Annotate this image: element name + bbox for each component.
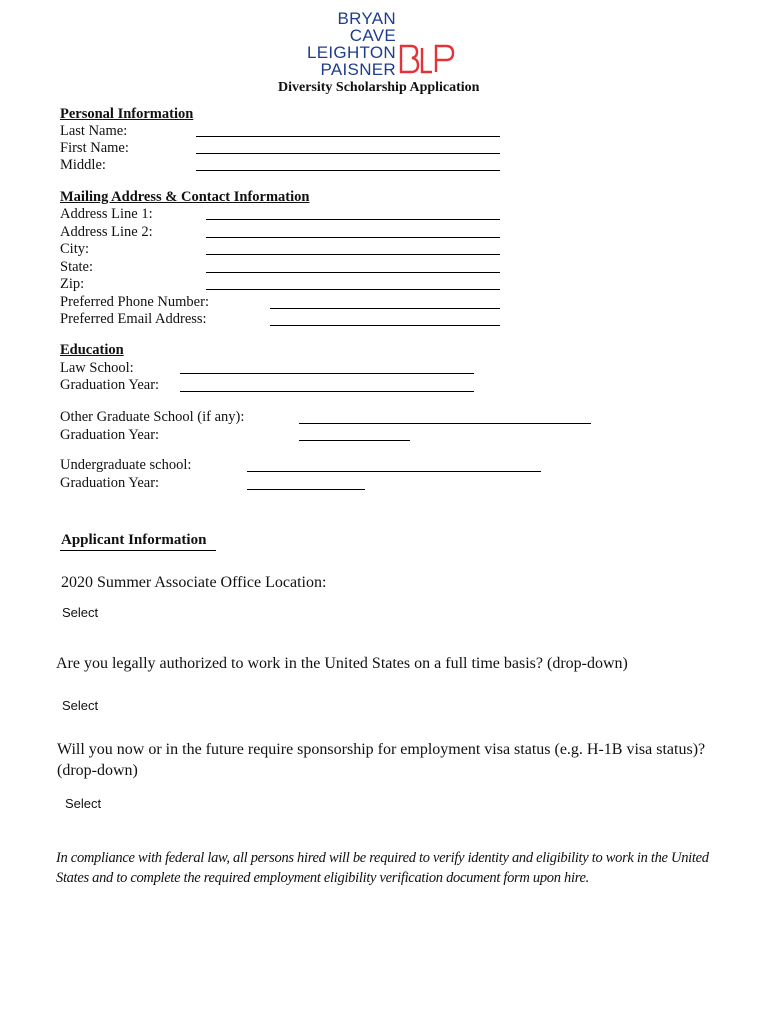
state-label: State: (60, 259, 94, 275)
other-grad-year-label: Graduation Year: (60, 427, 160, 443)
phone-field[interactable] (270, 308, 500, 309)
law-grad-year-field[interactable] (180, 391, 474, 392)
applicant-info-heading: Applicant Information (61, 532, 207, 548)
applicant-heading-underline (60, 550, 216, 551)
address-line1-field[interactable] (206, 219, 500, 220)
address-line2-field[interactable] (206, 237, 500, 238)
logo-mark-icon (398, 43, 456, 75)
law-school-label: Law School: (60, 360, 134, 376)
education-heading: Education (60, 342, 124, 358)
middle-name-label: Middle: (60, 157, 106, 173)
form-title: Diversity Scholarship Application (278, 80, 480, 95)
office-location-select[interactable]: Select (62, 605, 99, 620)
office-location-question: 2020 Summer Associate Office Location: (61, 574, 327, 591)
state-field[interactable] (206, 272, 500, 273)
zip-field[interactable] (206, 289, 500, 290)
mailing-heading: Mailing Address & Contact Information (60, 189, 310, 205)
personal-info-heading: Personal Information (60, 106, 194, 122)
law-school-field[interactable] (180, 373, 474, 374)
email-field[interactable] (270, 325, 500, 326)
logo-wordmark (300, 10, 396, 78)
logo-line-leighton: LEIGHTON (307, 43, 396, 62)
undergrad-year-field[interactable] (247, 489, 365, 490)
zip-label: Zip: (60, 276, 85, 292)
other-grad-year-field[interactable] (299, 440, 410, 441)
work-authorization-select[interactable]: Select (62, 698, 99, 713)
city-label: City: (60, 241, 90, 257)
undergrad-year-label: Graduation Year: (60, 475, 160, 491)
work-authorization-question: Are you legally authorized to work in the United States on a full time basis? (drop-down) (56, 655, 628, 672)
address-line2-label: Address Line 2: (60, 224, 153, 240)
logo-line-bryan: BRYAN (337, 9, 396, 28)
undergrad-field[interactable] (247, 471, 541, 472)
first-name-field[interactable] (196, 153, 500, 154)
logo-line-cave: CAVE (349, 26, 396, 45)
logo-line-paisner: PAISNER (320, 60, 396, 79)
compliance-note: In compliance with federal law, all persons hired will be required to verify identity and eligibility to work in the United States and to complete the required employment eligibility verification document form upon hire. (56, 850, 709, 886)
undergrad-label: Undergraduate school: (60, 457, 192, 473)
first-name-label: First Name: (60, 140, 129, 156)
address-line1-label: Address Line 1: (60, 206, 153, 222)
other-grad-field[interactable] (299, 423, 591, 424)
sponsorship-question: Will you now or in the future require sponsorship for employment visa status (e.g. H-1B visa status)? (drop-down) (57, 741, 706, 779)
last-name-label: Last Name: (60, 123, 128, 139)
sponsorship-select[interactable]: Select (65, 796, 102, 811)
last-name-field[interactable] (196, 136, 500, 137)
other-grad-label: Other Graduate School (if any): (60, 409, 245, 425)
phone-label: Preferred Phone Number: (60, 294, 209, 310)
law-grad-year-label: Graduation Year: (60, 377, 160, 393)
middle-name-field[interactable] (196, 170, 500, 171)
city-field[interactable] (206, 254, 500, 255)
email-label: Preferred Email Address: (60, 311, 207, 327)
